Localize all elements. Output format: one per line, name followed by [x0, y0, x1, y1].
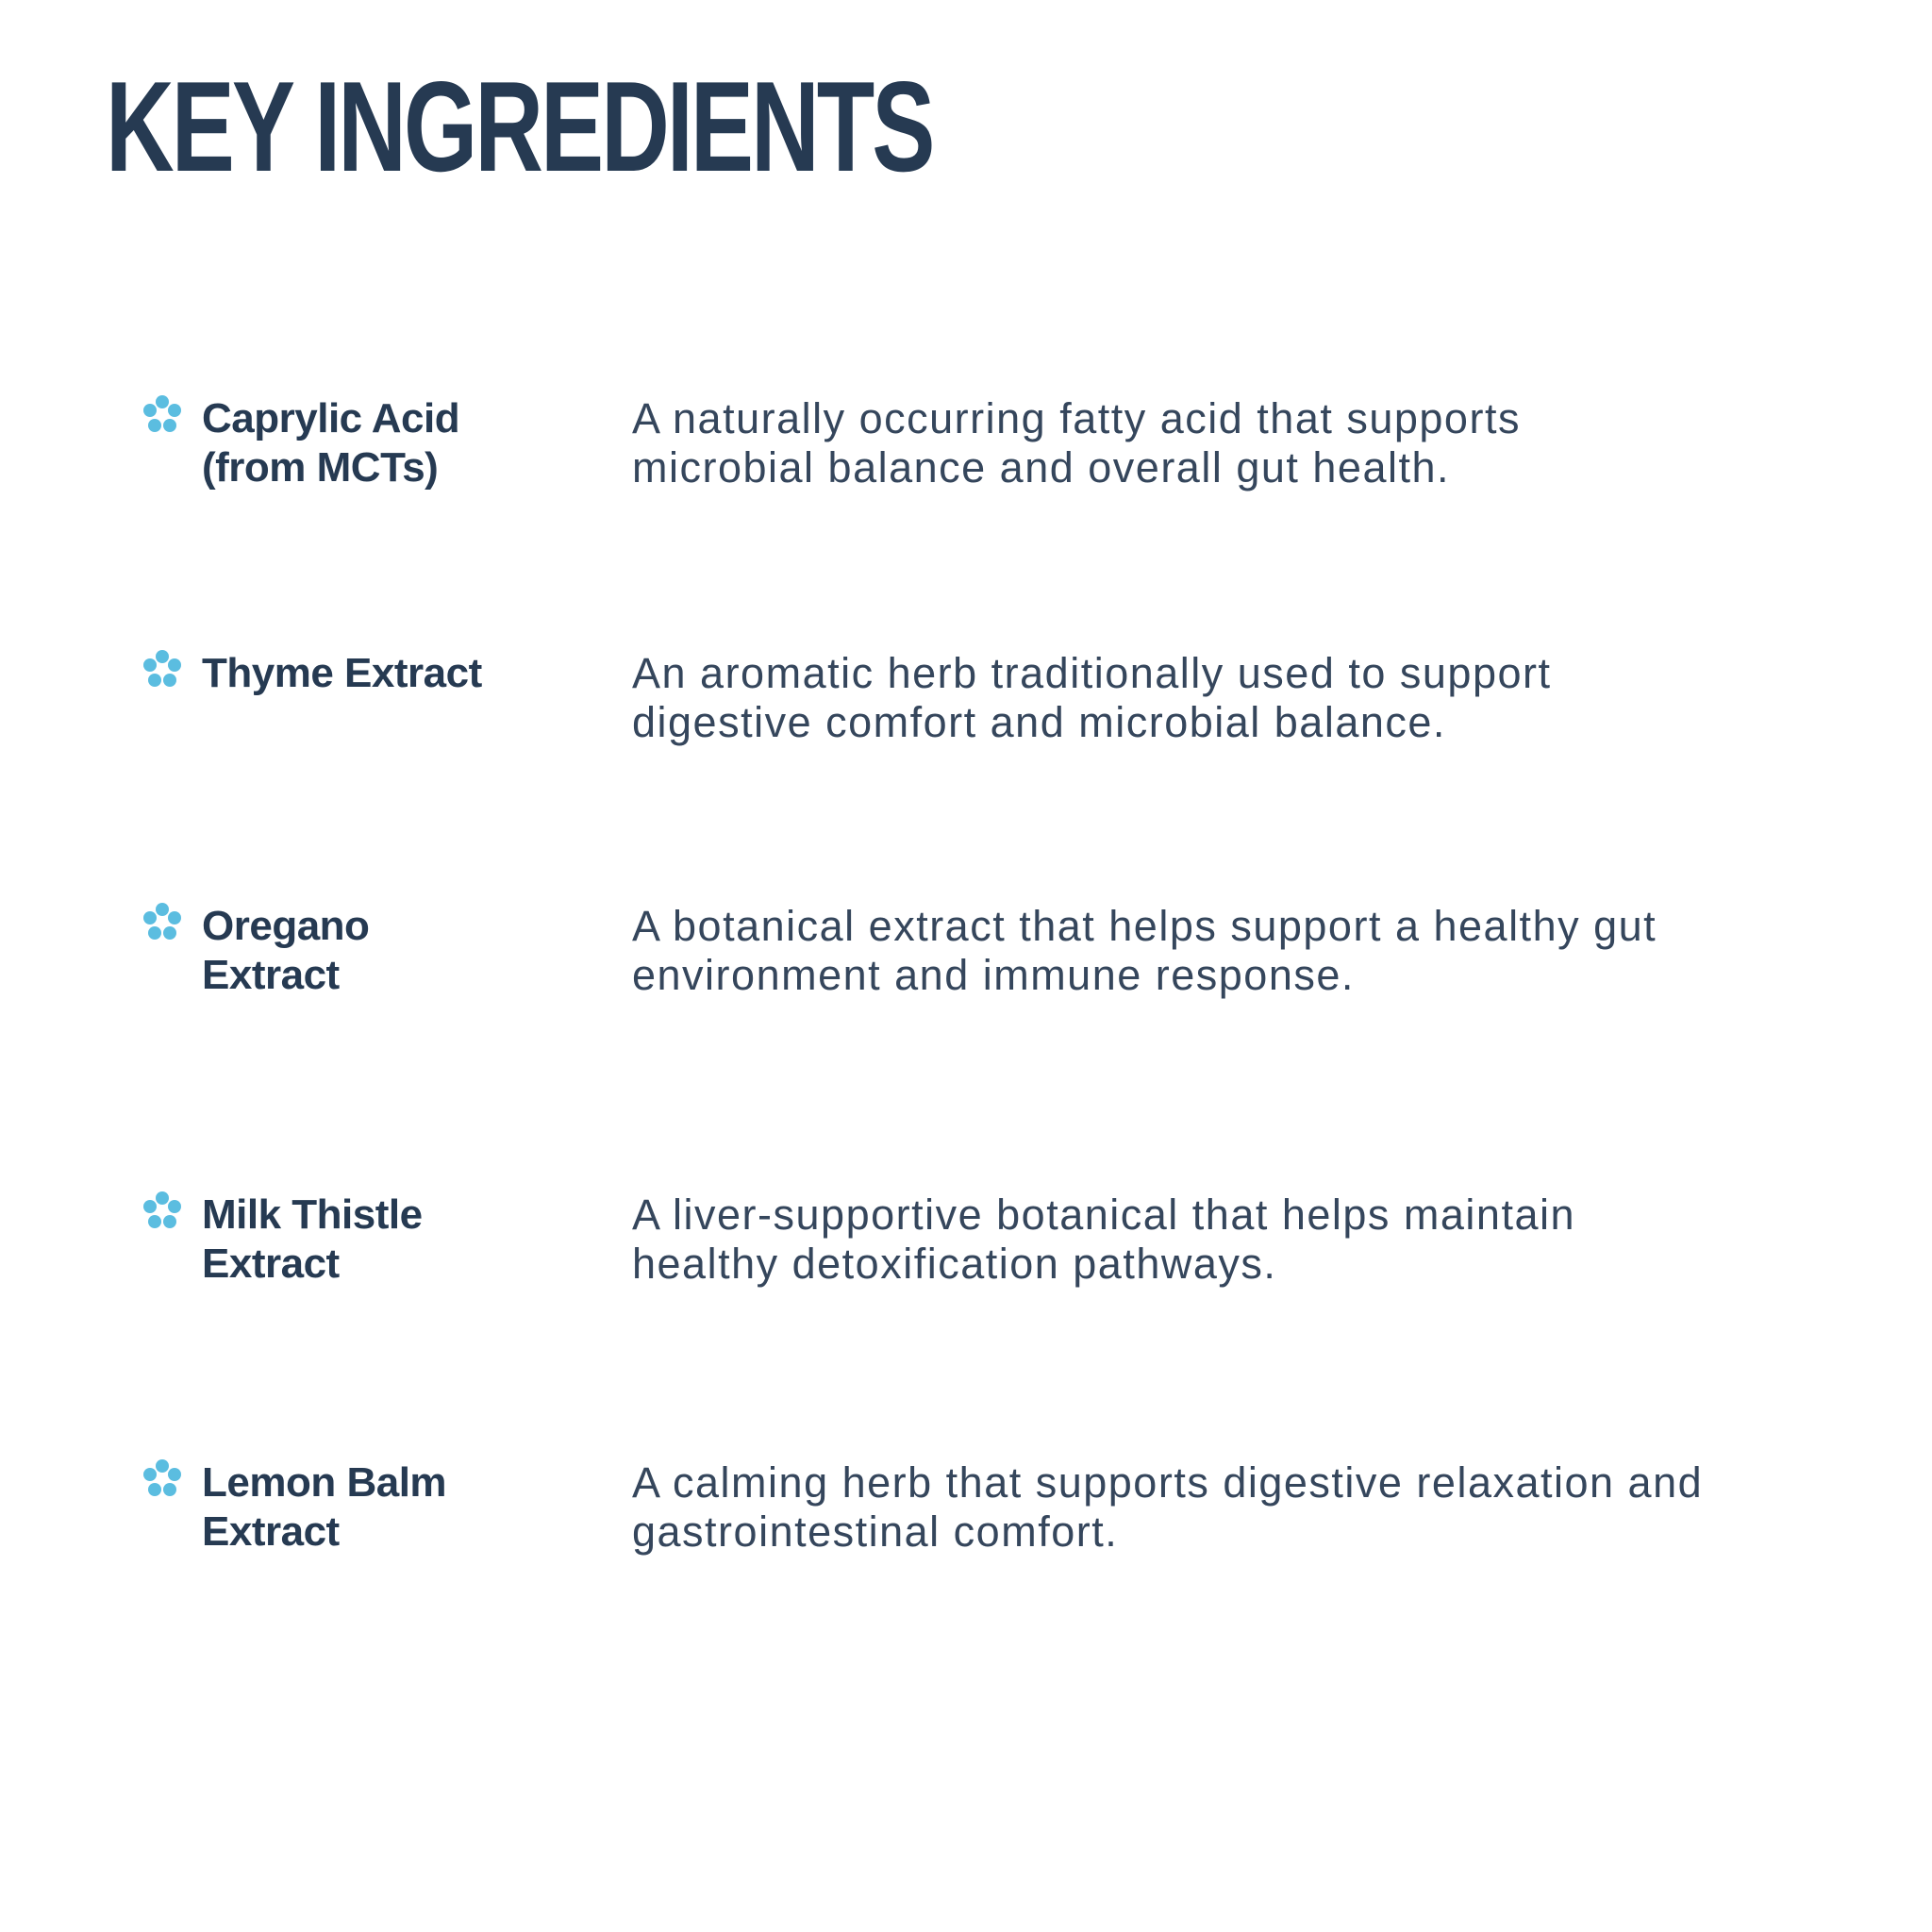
ingredient-name: Thyme Extract	[202, 650, 482, 696]
ingredient-name: Oregano Extract	[202, 903, 370, 998]
ingredient-description: A naturally occurring fatty acid that supports microbial balance and overall gut health.	[632, 394, 1521, 491]
ingredient-name: Milk Thistle Extract	[202, 1191, 423, 1287]
ingredient-description: A calming herb that supports digestive relaxation and gastrointestinal comfort.	[632, 1458, 1704, 1556]
ingredient-description: A liver-supportive botanical that helps maintain healthy detoxification pathways.	[632, 1191, 1576, 1288]
ingredient-name: Lemon Balm Extract	[202, 1459, 447, 1555]
ingredient-description: An aromatic herb traditionally used to support digestive comfort and microbial balance.	[632, 649, 1552, 746]
flower-icon	[142, 394, 183, 436]
flower-icon	[142, 649, 183, 691]
page-title: KEY INGREDIENTS	[106, 55, 933, 198]
ingredient-description: A botanical extract that helps support a healthy gut environment and immune response.	[632, 902, 1657, 999]
flower-icon	[142, 1191, 183, 1232]
flower-icon	[142, 1458, 183, 1500]
ingredient-name: Caprylic Acid (from MCTs)	[202, 395, 460, 491]
flower-icon	[142, 902, 183, 943]
